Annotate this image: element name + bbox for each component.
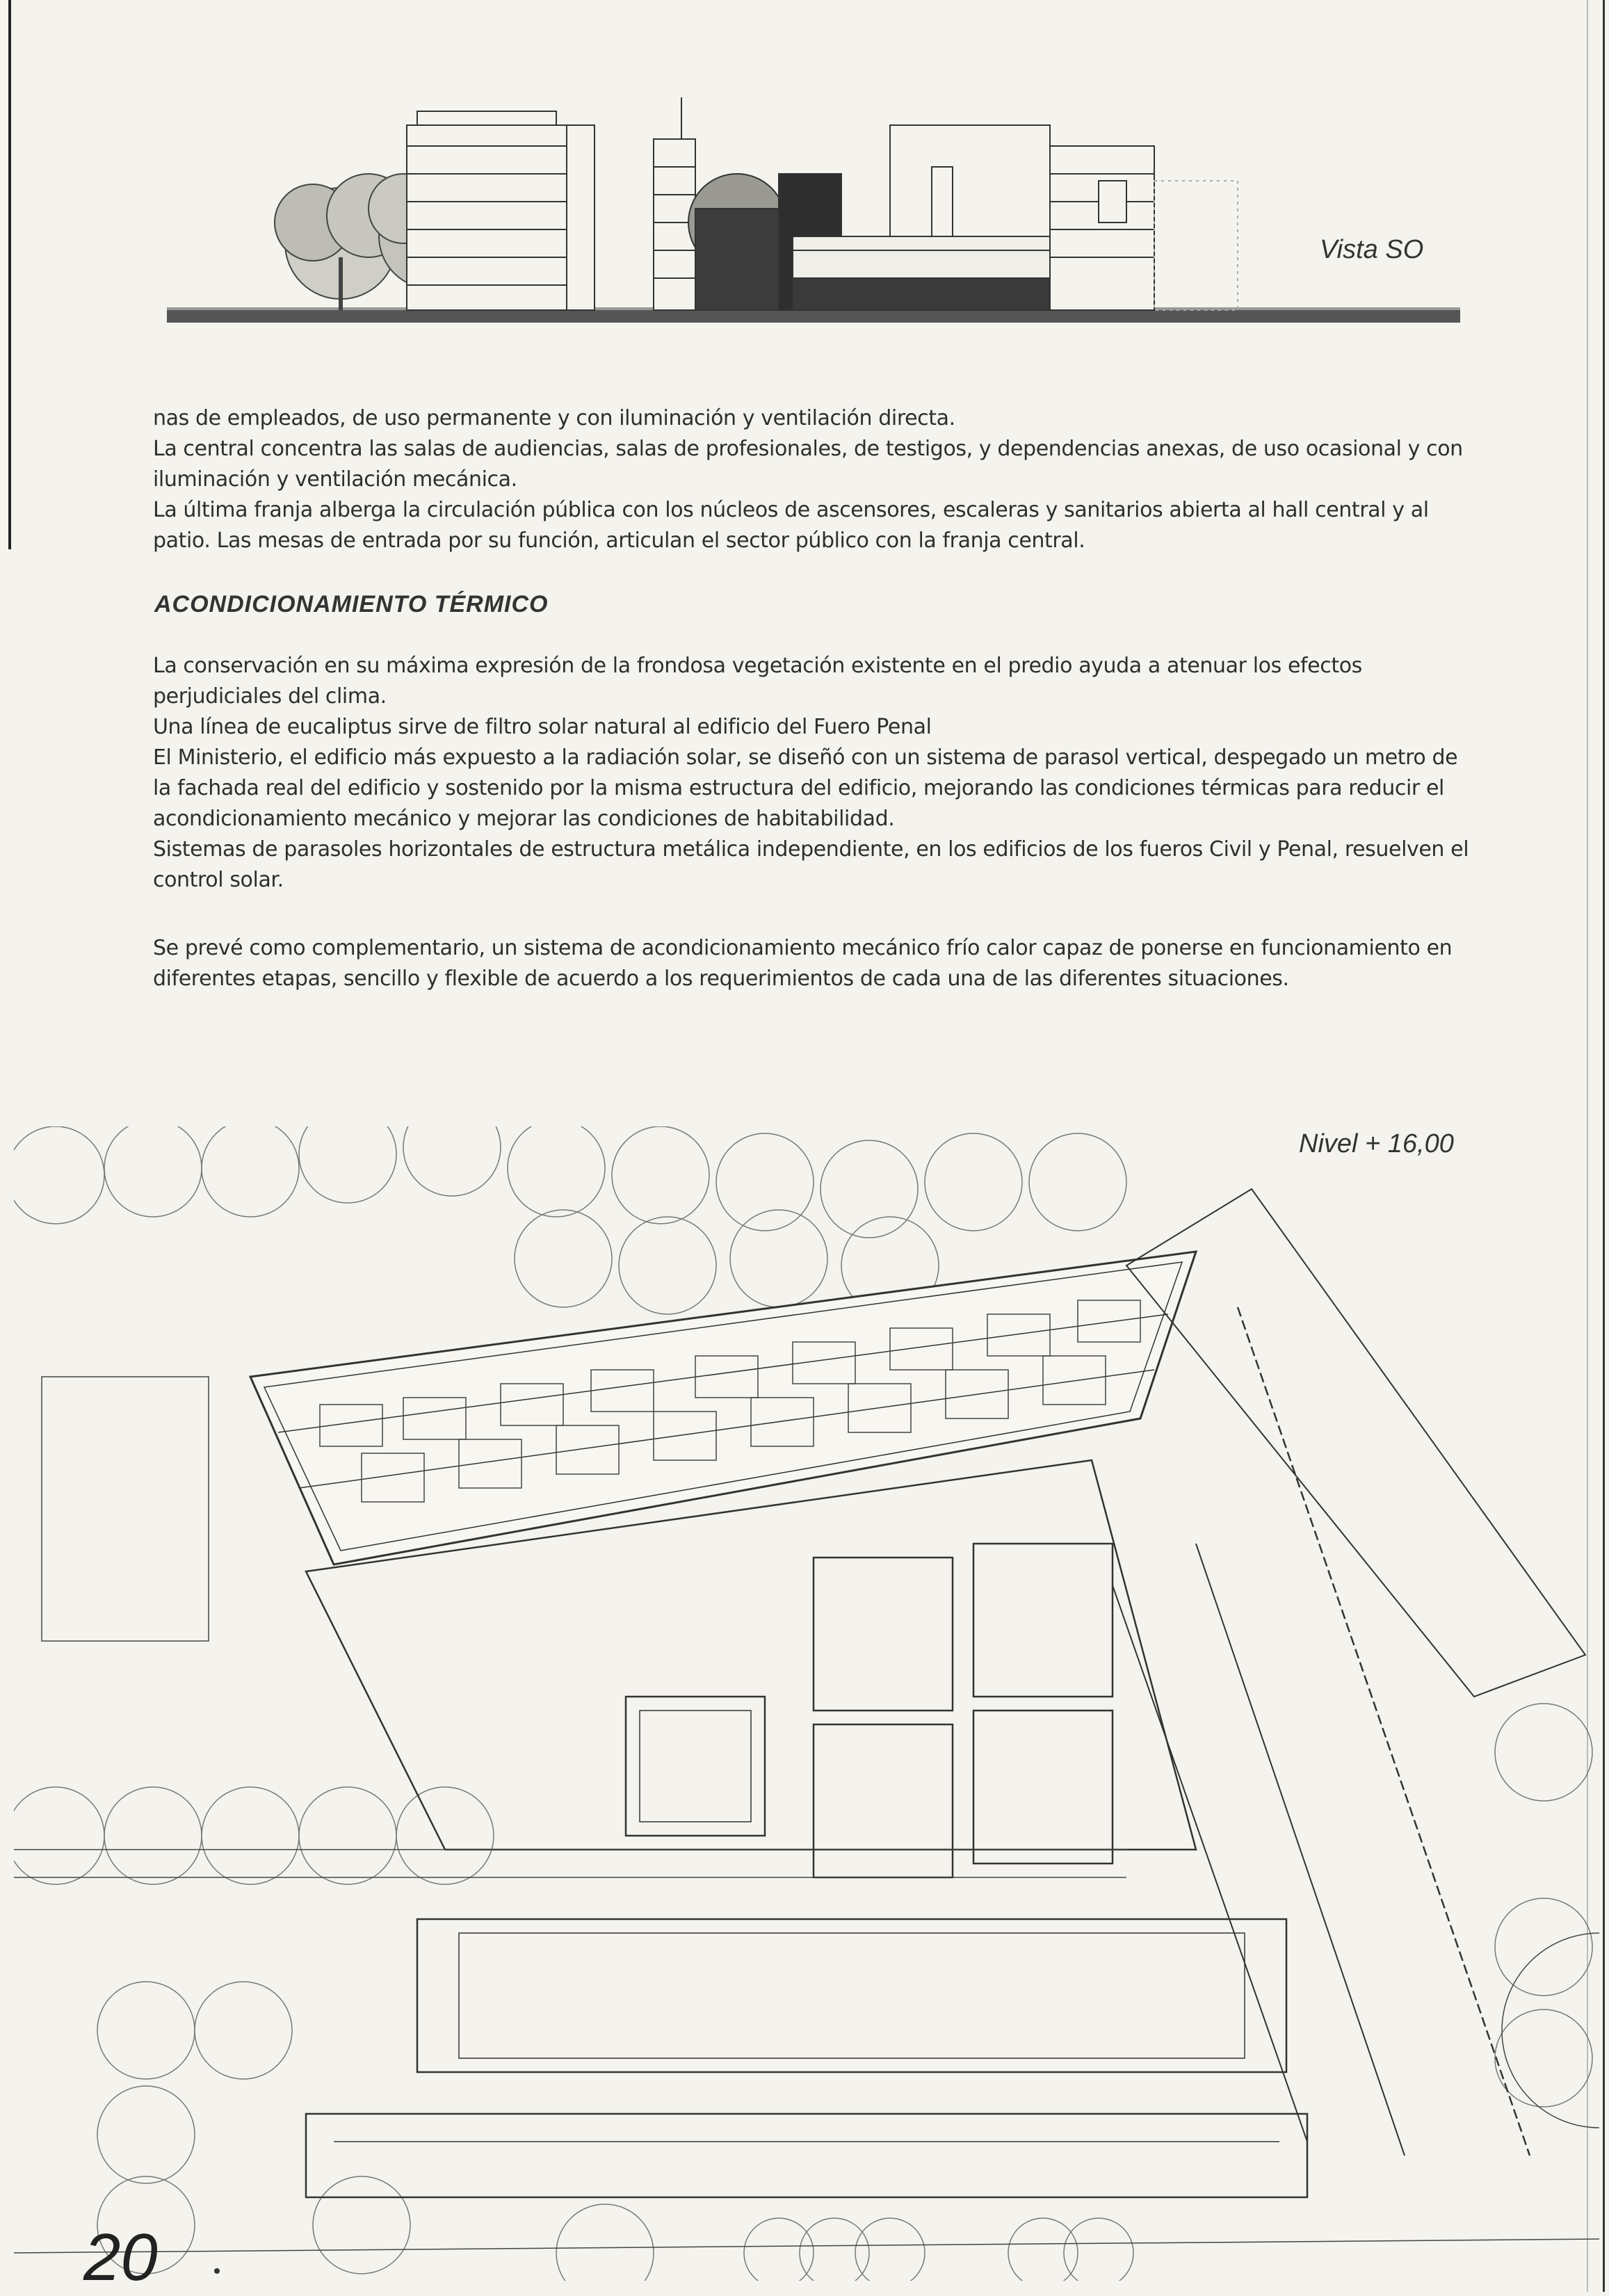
text-block-thermal [153, 651, 1474, 896]
floor-plan-drawing [14, 1126, 1599, 2281]
page-edge-left [8, 0, 11, 549]
page-number: 20 [83, 2220, 158, 2295]
building-low [793, 236, 1085, 310]
paragraph: La central concentra las salas de audiencias, salas de profesionales, de testigos, y dependencias anexas, de uso ocasional y con iluminación y ventilación mecánica. [153, 437, 1463, 492]
paragraph: nas de empleados, de uso permanente y con iluminación y ventilación directa. [153, 406, 955, 430]
paragraph: El Ministerio, el edificio más expuesto a la radiación solar, se diseñó con un sistema de parasol vertical, despegado un metro de la fachada real del edificio y sostenido por la misma estructura del edificio, mejorando las condiciones térmicas para reducir el acondicionamiento mecánico y mejorar las condiciones de habitabilidad. [153, 745, 1458, 831]
text-block-spaces [153, 403, 1474, 556]
paragraph: La última franja alberga la circulación pública con los núcleos de ascensores, escaleras y sanitarios abierta al hall central y al patio. Las mesas de entrada por su función, articulan el sector público con la franja central. [153, 498, 1429, 553]
text-block-mechanical [153, 933, 1474, 994]
tree-canopies [14, 1126, 1592, 2281]
site-outline [14, 1377, 1599, 2253]
page-binding-edge [1603, 0, 1605, 2292]
ministry-building [250, 1252, 1196, 1565]
paragraph: Sistemas de parasoles horizontales de estructura metálica independiente, en los edificios de los fueros Civil y Penal, resuelven el control solar. [153, 837, 1469, 892]
section-heading: ACONDICIONAMIENTO TÉRMICO [154, 591, 549, 617]
paragraph: Una línea de eucaliptus sirve de filtro solar natural al edificio del Fuero Penal [153, 715, 932, 739]
civil-building [306, 1919, 1307, 2197]
building-left [407, 111, 595, 310]
paragraph: Se prevé como complementario, un sistema de acondicionamiento mecánico frío calor capaz de ponerse en funcionamiento en diferentes etapas, sencillo y flexible de acuerdo a los requerimientos de cada una de las diferentes situaciones. [153, 936, 1453, 991]
elevation-drawing [167, 83, 1460, 341]
ground-line [167, 310, 1460, 323]
plan-caption: Nivel + 16,00 [1299, 1129, 1454, 1158]
page-mark [214, 2268, 220, 2274]
elevation-caption: Vista SO [1320, 235, 1424, 264]
penal-building [1113, 1189, 1585, 2156]
paragraph: La conservación en su máxima expresión de la frondosa vegetación existente en el predio ayuda a atenuar los efectos perjudiciales del clima. [153, 654, 1362, 709]
